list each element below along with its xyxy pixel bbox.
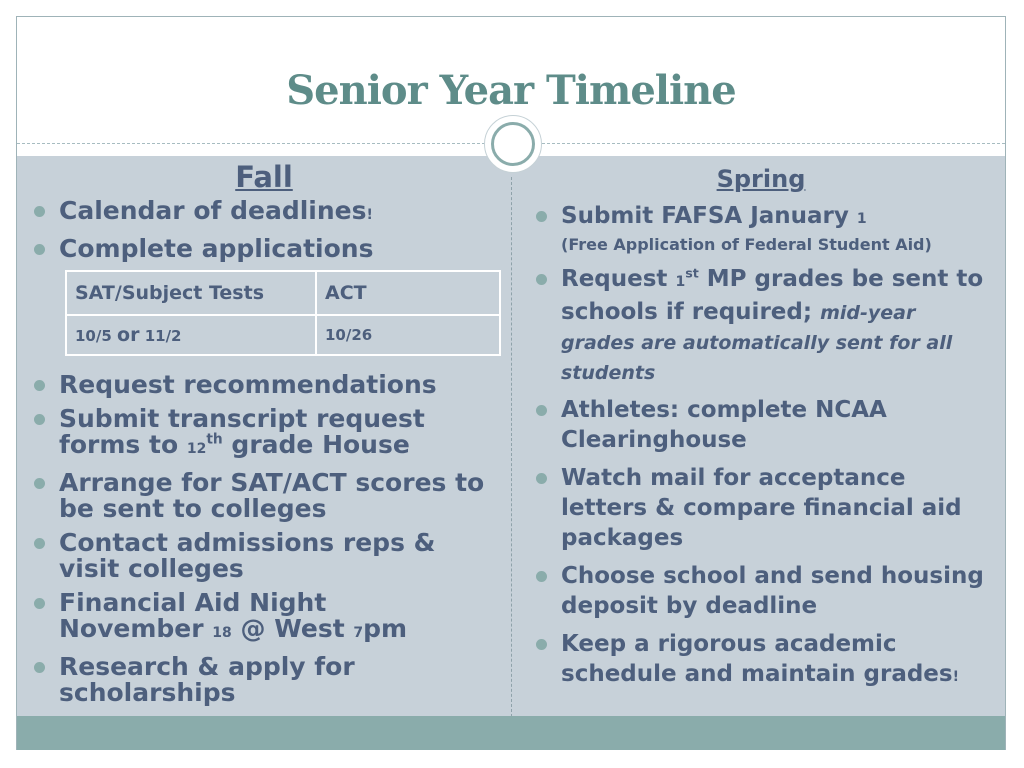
list-item: Submit FAFSA January 1 (Free Application of Federal Student Aid) [531,201,991,256]
list-item: Financial Aid Night November 18 @ West 7pm [29,590,499,646]
table-header-cell: ACT [316,271,500,315]
list-item: Complete applications [29,236,499,262]
footer-bar [17,716,1005,750]
list-item: Submit transcript request forms to 12th grade House [29,406,499,462]
fall-list-top [29,198,499,262]
table-header-row [66,271,500,315]
table-header-cell: SAT/Subject Tests [66,271,316,315]
table-cell-sat: 10/5 or 11/2 [66,315,316,355]
list-item: Request 1st MP grades be sent to schools if required; mid-year grades are automatically sent for all students [531,264,991,387]
list-item: Athletes: complete NCAA Clearinghouse [531,395,991,455]
table-row [66,315,500,355]
fall-list-bottom [29,372,499,706]
column-divider [511,177,512,717]
list-item: Keep a rigorous academic schedule and maintain grades! [531,629,991,692]
list-item: Research & apply for scholarships [29,654,499,706]
fall-heading: Fall [235,160,293,194]
slide [16,16,1006,750]
list-item: Arrange for SAT/ACT scores to be sent to colleges [29,470,499,522]
list-item: Contact admissions reps & visit colleges [29,530,499,582]
list-item: Choose school and send housing deposit by deadline [531,561,991,621]
list-item: Watch mail for acceptance letters & compare financial aid packages [531,463,991,553]
table-cell-act: 10/26 [316,315,500,355]
list-item: Calendar of deadlines! [29,198,499,228]
test-dates-table [65,270,501,356]
slide-title: Senior Year Timeline [286,67,736,114]
spring-column [531,165,991,700]
spring-list [531,201,991,692]
list-item: Request recommendations [29,372,499,398]
fall-column [29,160,499,714]
spring-heading: Spring [716,165,806,193]
